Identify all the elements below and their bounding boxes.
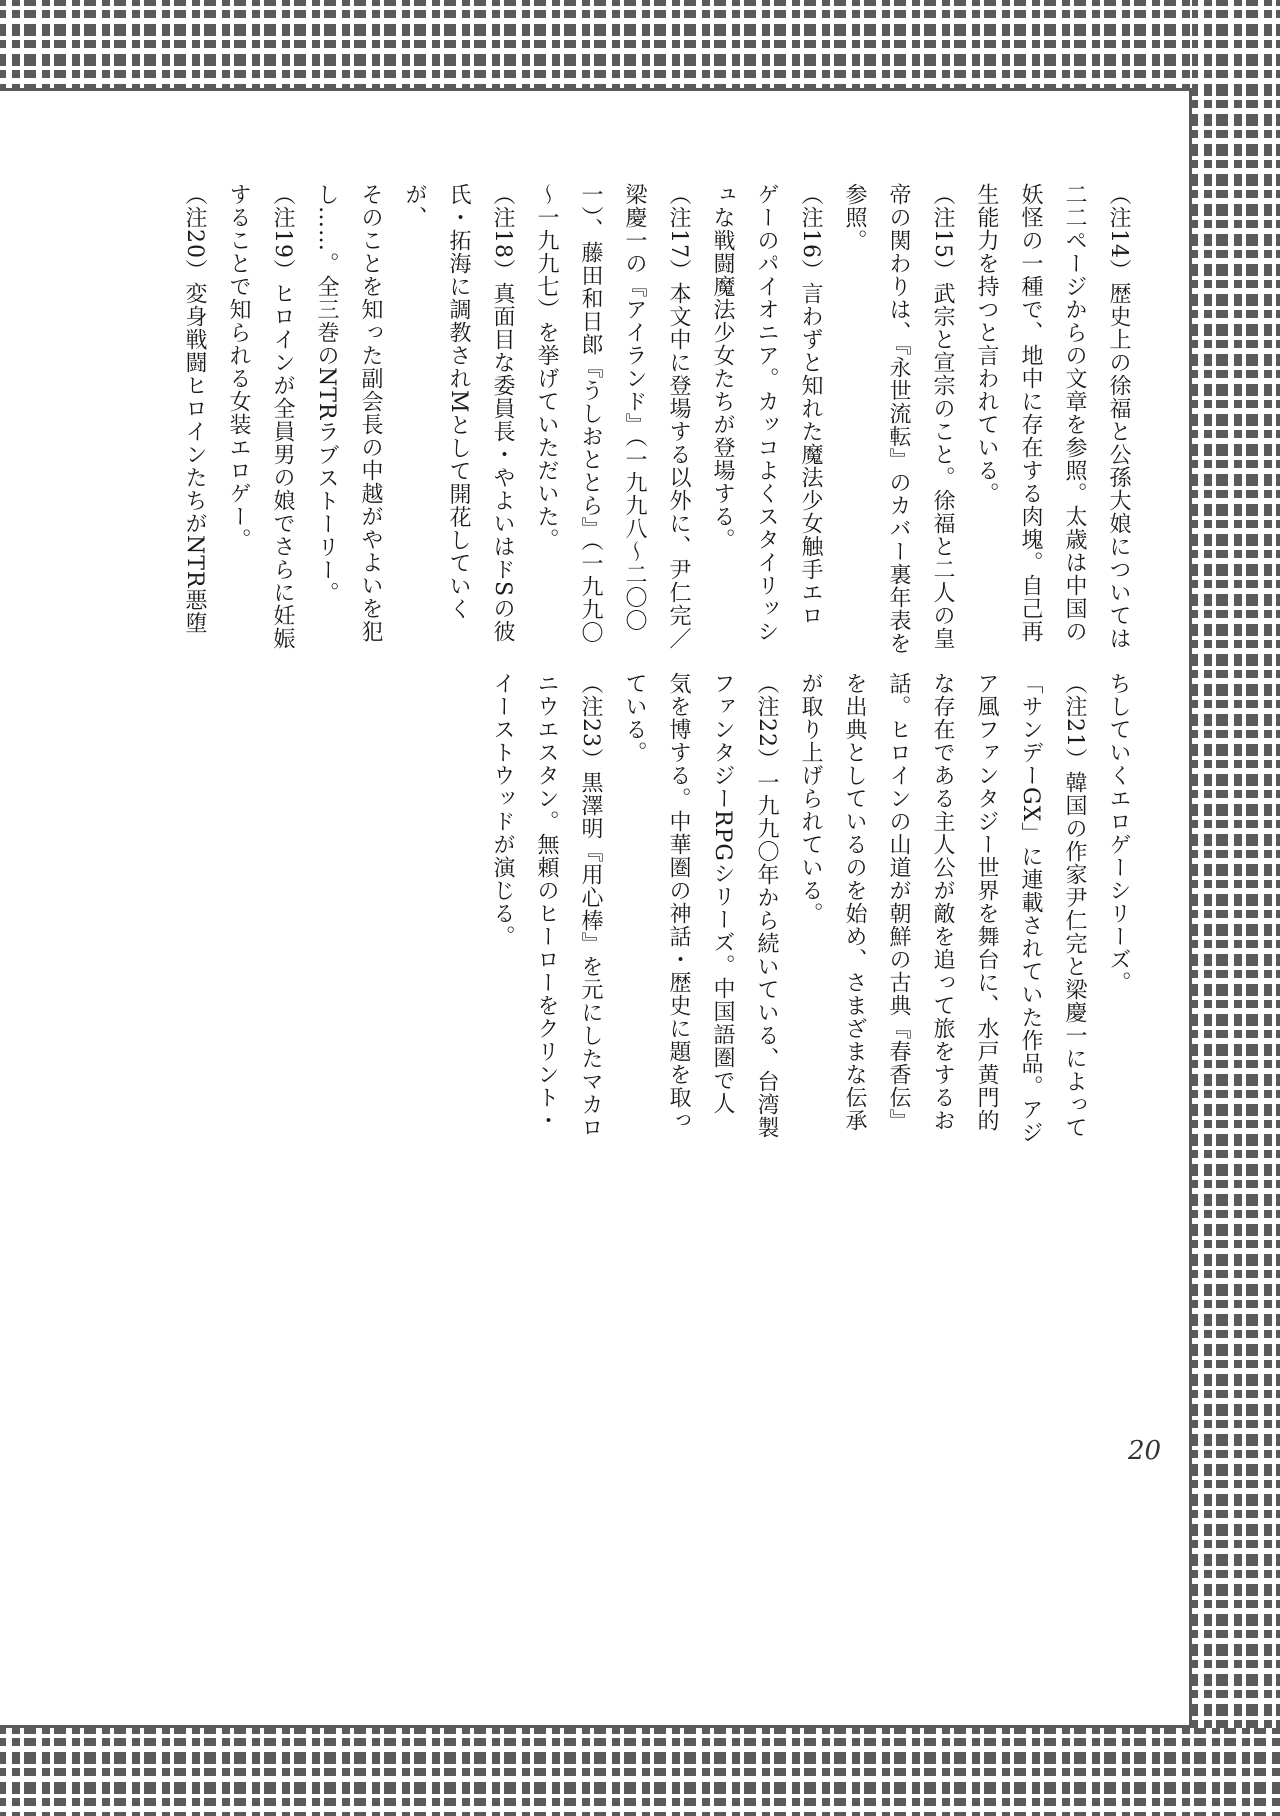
note-line: （注16）言わずと知れた魔法少女触手エロ [798, 183, 823, 627]
note-line: （注14）歴史上の徐福と公孫大娘については [1106, 183, 1131, 650]
note-line: （注15）武宗と宣宗のこと。徐福と二人の皇 [930, 183, 955, 650]
note-line: 話。ヒロインの山道が朝鮮の古典『春香伝』 [886, 672, 911, 1132]
lattice-border-bottom [0, 1728, 1280, 1816]
note-line: 生能力を持つと言われている。 [974, 183, 999, 505]
page-number: 20 [1128, 1436, 1162, 1466]
border-inner-line-bottom [0, 1725, 1192, 1728]
note-line: （注21）韓国の作家尹仁完と梁慶一によって [1062, 672, 1087, 1139]
lattice-border-right [1192, 0, 1280, 1816]
note-line: ファンタジーRPGシリーズ。中国語圏で人 [710, 672, 735, 1115]
border-inner-line-right [1189, 88, 1192, 1728]
note-line: （注20）変身戦闘ヒロインたちがNTR悪堕 [182, 183, 207, 635]
notes-upper-block [180, 183, 1140, 663]
note-line: （注22）一九九〇年から続いている、台湾製 [754, 672, 779, 1139]
note-line: イーストウッドが演じる。 [490, 672, 515, 948]
note-line: ゲーのパイオニア。カッコよくスタイリッシ [754, 183, 779, 643]
note-line: ア風ファンタジー世界を舞台に、水戸黄門的 [974, 672, 999, 1132]
note-line: 帝の関わりは、『永世流転』のカバー裏年表を [886, 183, 911, 655]
note-line: （注18）真面目な委員長・やよいはドSの彼 [490, 183, 515, 644]
note-line: （注23）黒澤明『用心棒』を元にしたマカロ [578, 672, 603, 1139]
note-line: 二二ページからの文章を参照。太歳は中国の [1062, 183, 1087, 643]
border-inner-line-top [0, 88, 1192, 91]
note-line: を出典としているのを始め、さまざまな伝承 [842, 672, 867, 1132]
note-line: することで知られる女装エロゲー。 [226, 183, 251, 551]
note-line: 気を博する。中華圏の神話・歴史に題を取っ [666, 672, 691, 1132]
note-line: 一）、藤田和日郎『うしおととら』（一九九〇 [578, 183, 603, 644]
notes-lower-block [440, 672, 1140, 1232]
note-line: 「サンデーGX」に連載されていた作品。アジ [1018, 672, 1043, 1145]
note-line: ちしていくエロゲーシリーズ。 [1106, 672, 1131, 994]
note-line: し……。全三巻のNTRラブストーリー。 [314, 183, 339, 605]
note-line: 参照。 [842, 183, 867, 252]
note-line: ている。 [622, 672, 647, 764]
note-line: 梁慶一の『アイランド』（一九九八～二〇〇 [622, 183, 647, 632]
note-line: 妖怪の一種で、地中に存在する肉塊。自己再 [1018, 183, 1043, 643]
lattice-border-top [0, 0, 1280, 88]
note-line: （注19）ヒロインが全員男の娘でさらに妊娠 [270, 183, 295, 650]
note-line: な存在である主人公が敵を追って旅をするお [930, 672, 955, 1132]
note-line: ュな戦闘魔法少女たちが登場する。 [710, 183, 735, 551]
note-line: 氏・拓海に調教されMとして開花していくが、 [402, 183, 471, 621]
note-line: ニウエスタン。無頼のヒーローをクリント・ [534, 672, 559, 1132]
note-line: ～一九九七）を挙げていただいた。 [534, 183, 559, 551]
note-line: が取り上げられている。 [798, 672, 823, 925]
note-line: そのことを知った副会長の中越がやよいを犯 [358, 183, 383, 643]
note-line: （注17）本文中に登場する以外に、尹仁完／ [666, 183, 691, 650]
